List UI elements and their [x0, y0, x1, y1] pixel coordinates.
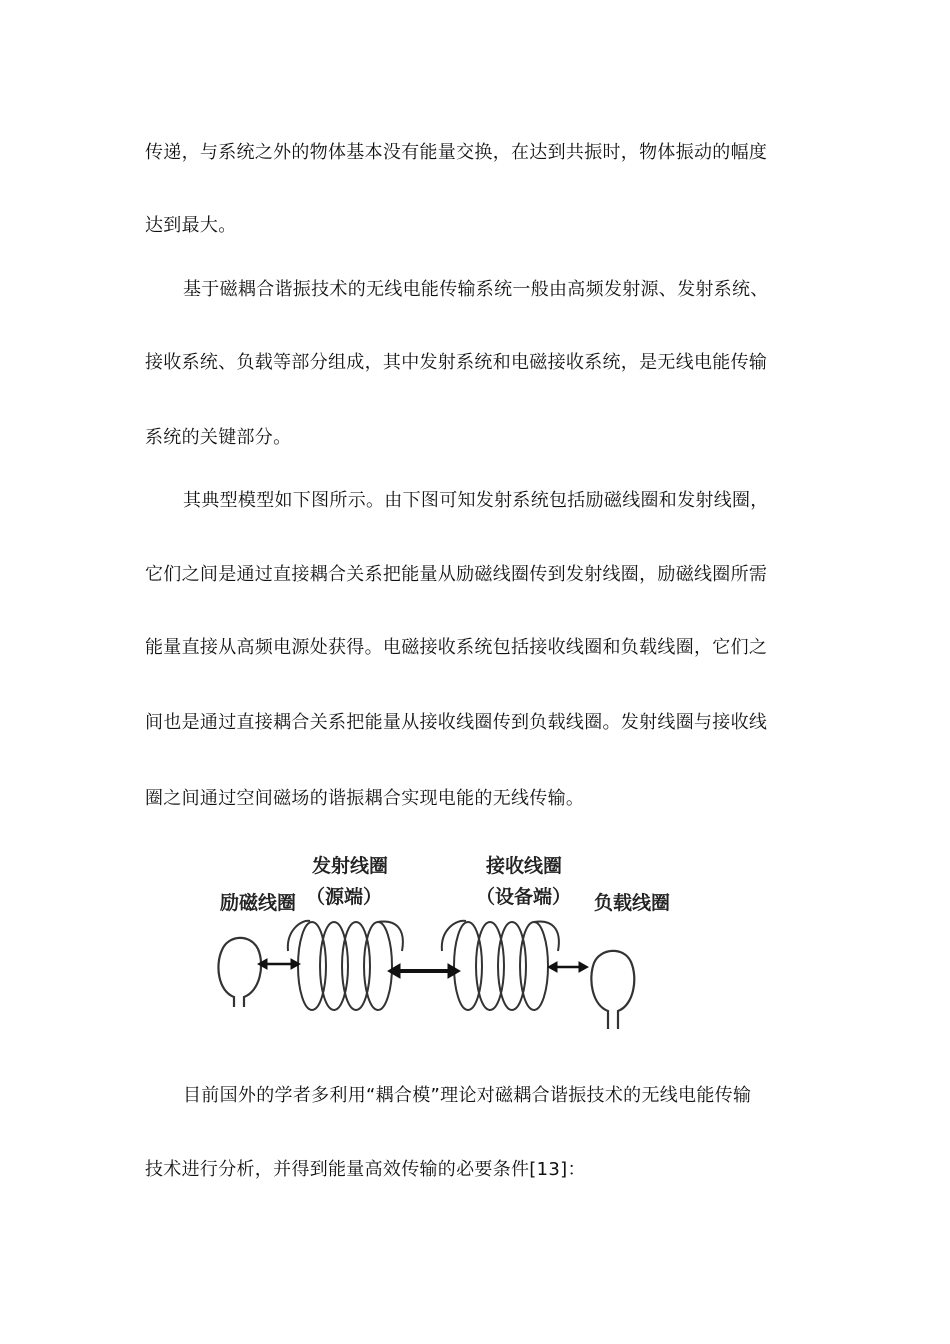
arrow-receive-to-load: [548, 962, 588, 972]
paragraph-4-line-2: 技术进行分析，并得到能量高效传输的必要条件[13]：: [145, 1159, 586, 1180]
transmit-coil-helix: [288, 921, 403, 1010]
label-receive-coil-sub: （设备端）: [476, 886, 572, 908]
paragraph-3-line-2: 它们之间是通过直接耦合关系把能量从励磁线圈传到发射线圈，励磁线圈所需: [145, 564, 768, 585]
paragraph-3-line-1: 其典型模型如下图所示。由下图可知发射系统包括励磁线圈和发射线圈，: [183, 490, 769, 511]
paragraph-3-line-5: 圈之间通过空间磁场的谐振耦合实现电能的无线传输。: [145, 788, 585, 809]
coupling-arrows: [258, 959, 588, 978]
load-coil-loop: [591, 951, 634, 1029]
label-excitation-coil: 励磁线圈: [220, 892, 297, 914]
receive-coil-helix: [442, 921, 559, 1010]
label-transmit-coil-sub: （源端）: [306, 886, 383, 908]
coupled-coil-diagram: [210, 845, 680, 1035]
label-receive-coil: 接收线圈: [486, 855, 563, 877]
coil-diagram-svg: [210, 845, 680, 1035]
paragraph-2-line-1: 基于磁耦合谐振技术的无线电能传输系统一般由高频发射源、发射系统、: [183, 279, 769, 300]
paragraph-3-line-3: 能量直接从高频电源处获得。电磁接收系统包括接收线圈和负载线圈，它们之: [145, 637, 768, 658]
label-load-coil: 负载线圈: [594, 892, 671, 914]
label-transmit-coil: 发射线圈: [312, 855, 389, 877]
paragraph-4-line-1: 目前国外的学者多利用“耦合模”理论对磁耦合谐振技术的无线电能传输: [183, 1085, 752, 1106]
paragraph-1-line-2: 达到最大。: [145, 215, 237, 236]
arrow-excitation-to-transmit: [258, 959, 300, 969]
arrow-transmit-to-receive: [388, 964, 460, 978]
paragraph-1-line-1: 传递，与系统之外的物体基本没有能量交换，在达到共振时，物体振动的幅度: [145, 142, 768, 163]
paragraph-3-line-4: 间也是通过直接耦合关系把能量从接收线圈传到负载线圈。发射线圈与接收线: [145, 712, 768, 733]
excitation-coil-loop: [218, 938, 261, 1007]
paragraph-2-line-2: 接收系统、负载等部分组成，其中发射系统和电磁接收系统，是无线电能传输: [145, 352, 768, 373]
paragraph-2-line-3: 系统的关键部分。: [145, 427, 292, 448]
